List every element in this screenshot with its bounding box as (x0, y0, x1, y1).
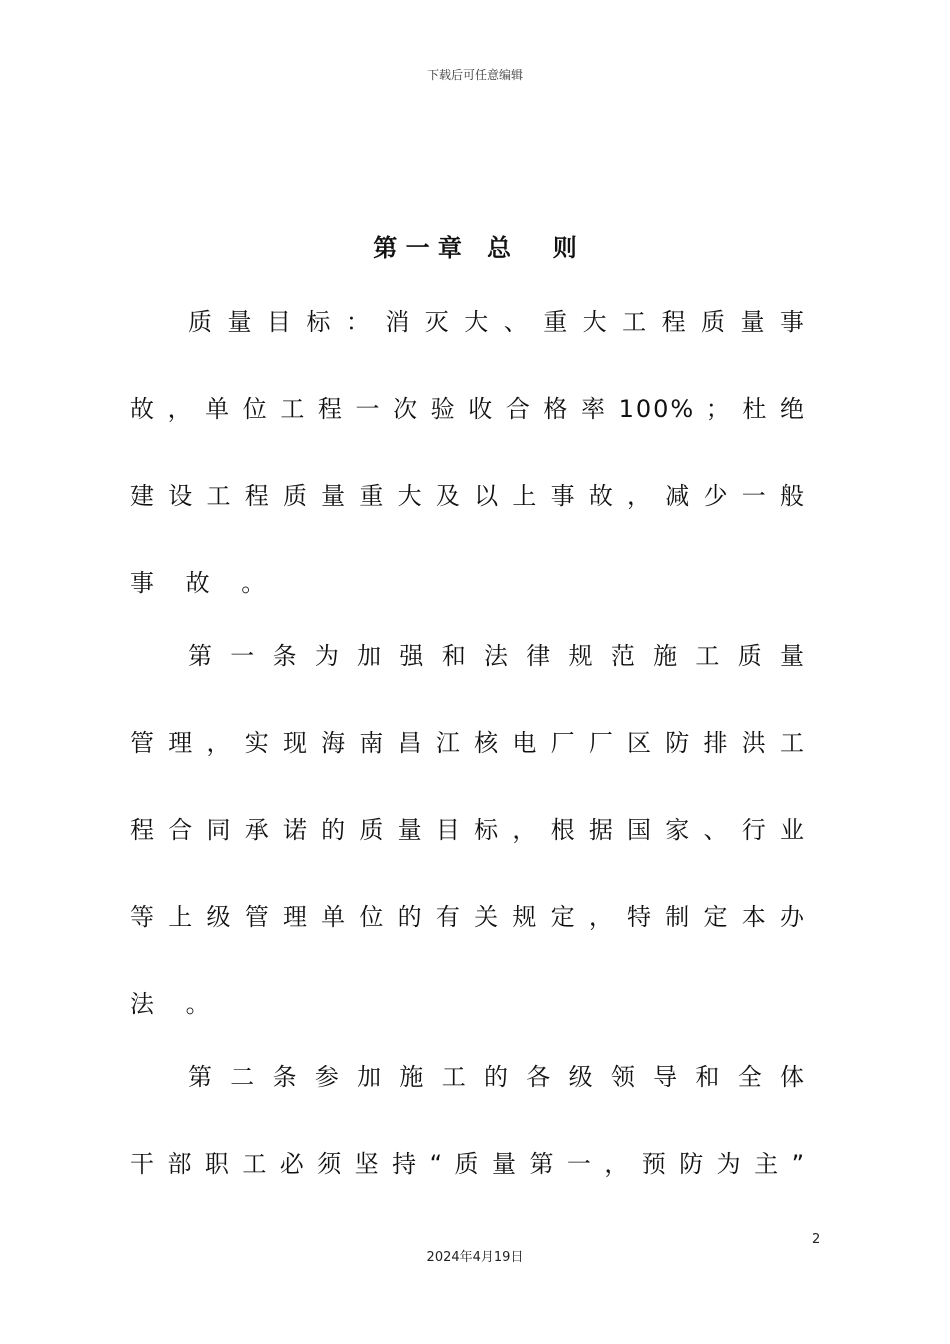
page-footer-date: 2024年4月19日 (426, 1250, 524, 1265)
paragraph-quality-goal-line-2: 故 ， 单 位 工 程 一 次 验 收 合 格 率 100% ； 杜 绝 (130, 395, 806, 423)
article-2-line-1: 第 二 条 参 加 施 工 的 各 级 领 导 和 全 体 (188, 1063, 806, 1091)
chapter-title: 第 一 章 总 则 (373, 234, 577, 262)
article-1-line-1: 第 一 条 为 加 强 和 法 律 规 范 施 工 质 量 (188, 642, 806, 670)
article-1-line-3: 程 合 同 承 诺 的 质 量 目 标 ， 根 据 国 家 、 行 业 (130, 816, 806, 844)
article-1-line-4: 等 上 级 管 理 单 位 的 有 关 规 定 ， 特 制 定 本 办 (130, 903, 806, 931)
page-number: 2 (812, 1232, 821, 1247)
paragraph-quality-goal-line-3: 建 设 工 程 质 量 重 大 及 以 上 事 故 ， 减 少 一 般 (130, 482, 806, 510)
article-1-line-2: 管 理 ， 实 现 海 南 昌 江 核 电 厂 厂 区 防 排 洪 工 (130, 729, 806, 757)
article-2-line-2: 干 部 职 工 必 须 坚 持 “ 质 量 第 一 ， 预 防 为 主 ” (130, 1150, 806, 1178)
article-1-line-5: 法 。 (130, 990, 222, 1018)
paragraph-quality-goal-line-4: 事 故 。 (130, 569, 278, 597)
paragraph-quality-goal-line-1: 质 量 目 标 ： 消 灭 大 、 重 大 工 程 质 量 事 (188, 308, 806, 336)
page-header-note: 下载后可任意编辑 (426, 68, 523, 82)
